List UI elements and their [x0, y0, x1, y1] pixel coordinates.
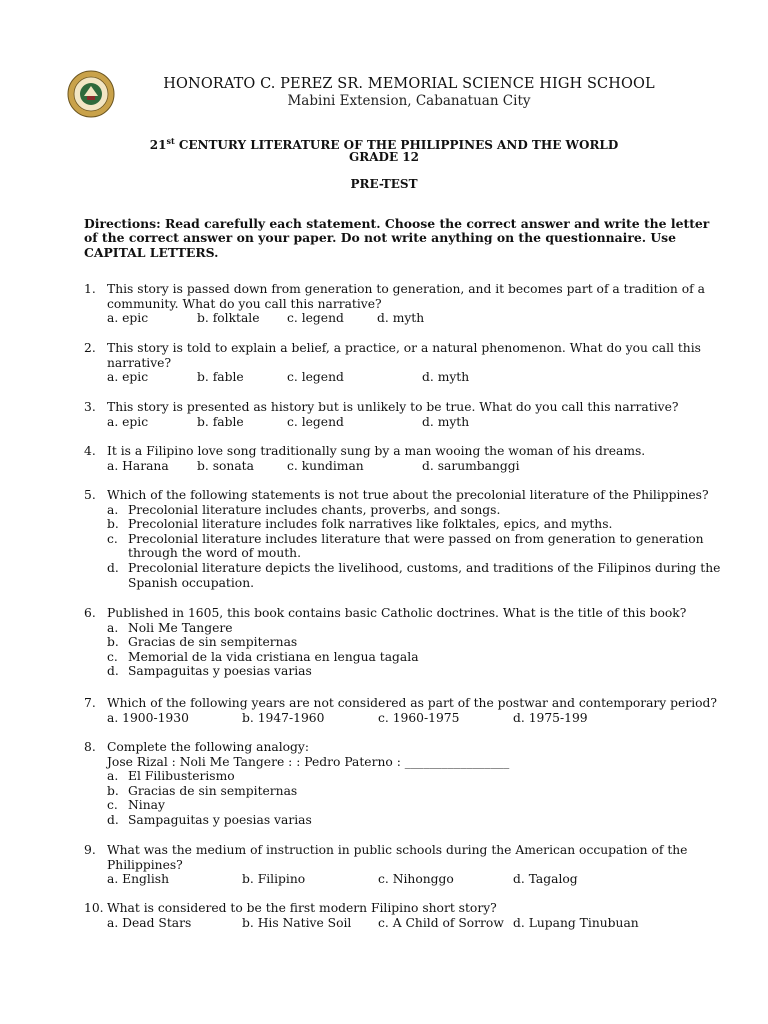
question-text: What was the medium of instruction in public schools during the American occupation of the Philippines? — [107, 843, 688, 872]
text: a. — [107, 502, 119, 517]
question-5 — [84, 488, 724, 590]
option: a. Harana — [107, 458, 169, 473]
text: a. — [107, 769, 119, 784]
option — [107, 635, 724, 650]
question-number: 3. — [84, 400, 96, 414]
option: d. myth — [377, 311, 425, 326]
option: a. epic — [107, 311, 149, 326]
option — [107, 517, 724, 532]
question-text: Published in 1605, this book contains basic Catholic doctrines. What is the title of this book? — [107, 606, 687, 620]
option: c. 1960-1975 — [378, 710, 460, 725]
option — [107, 664, 724, 679]
text: Ninay — [128, 798, 165, 813]
options-row — [107, 370, 724, 385]
option: c. Nihonggo — [378, 872, 454, 887]
option: c. legend — [287, 414, 344, 429]
question-3 — [84, 400, 724, 429]
question-7 — [84, 696, 724, 725]
text: Precolonial literature depicts the livelihood, customs, and traditions of the Filipinos during the Spanish occupation. — [128, 560, 721, 590]
grade-level: GRADE 12 — [349, 150, 419, 164]
text: Noli Me Tangere — [128, 620, 233, 635]
question-text: Complete the following analogy: — [107, 740, 309, 754]
options-row — [107, 916, 724, 931]
options-row — [107, 872, 724, 887]
text: c. — [107, 531, 118, 546]
text: Memorial de la vida cristiana en lengua tagala — [128, 649, 419, 664]
text: d. — [107, 560, 119, 575]
option: d. Lupang Tinubuan — [513, 915, 639, 930]
text: b. — [107, 517, 119, 532]
option: d. myth — [422, 414, 470, 429]
text: Precolonial literature includes literature that were passed on from generation to generation through the word of mouth. — [128, 531, 704, 561]
question-text: Which of the following statements is not true about the precolonial literature of the Philippines? — [107, 488, 709, 502]
question-text: This story is told to explain a belief, a practice, or a natural phenomenon. What do you call this narrative? — [107, 341, 701, 370]
question-number: 5. — [84, 488, 96, 502]
option: a. epic — [107, 414, 149, 429]
text: Sampaguitas y poesias varias — [128, 664, 312, 679]
text: CENTURY LITERATURE OF THE PHILIPPINES AND THE WORLD — [174, 138, 619, 152]
text: a. — [107, 620, 119, 635]
question-number: 6. — [84, 606, 96, 620]
option: c. A Child of Sorrow — [378, 915, 504, 930]
question-text: Which of the following years are not considered as part of the postwar and contemporary period? — [107, 696, 717, 710]
question-number: 1. — [84, 282, 96, 296]
option — [107, 769, 724, 784]
option — [107, 561, 724, 590]
option: b. folktale — [197, 311, 260, 326]
text: b. — [107, 783, 119, 798]
text: b. — [107, 635, 119, 650]
analogy-line: Jose Rizal : Noli Me Tangere : : Pedro Paterno : _________________ — [107, 754, 510, 769]
options-row — [107, 459, 724, 474]
option: b. sonata — [197, 458, 254, 473]
option: a. English — [107, 872, 170, 887]
question-number: 8. — [84, 740, 96, 754]
text: Gracias de sin sempiternas — [128, 635, 298, 650]
option — [107, 784, 724, 799]
option — [107, 621, 724, 636]
question-text: This story is presented as history but is unlikely to be true. What do you call this narrative? — [107, 400, 679, 414]
text: Precolonial literature includes chants, proverbs, and songs. — [128, 502, 501, 517]
option: b. 1947-1960 — [242, 710, 325, 725]
question-9 — [84, 843, 724, 887]
text: c. — [107, 798, 118, 813]
question-number: 7. — [84, 696, 96, 710]
option: c. legend — [287, 370, 344, 385]
option — [107, 503, 724, 518]
option: b. His Native Soil — [242, 915, 352, 930]
options-row — [107, 311, 724, 326]
question-8 — [84, 740, 724, 828]
option — [107, 813, 724, 828]
text: c. — [107, 649, 118, 664]
text: d. — [107, 664, 119, 679]
option: d. sarumbanggi — [422, 458, 520, 473]
test-title: PRE-TEST — [350, 177, 418, 191]
question-6 — [84, 606, 724, 679]
options-row — [107, 711, 724, 726]
option: b. fable — [197, 414, 244, 429]
directions: Directions: Read carefully each statement. Choose the correct answer and write the letter of the correct answer on your paper. Do not write anything on the questionnaire. Use CAPITAL LETTERS. — [84, 216, 710, 260]
option: c. legend — [287, 311, 344, 326]
option — [107, 798, 724, 813]
text: d. — [107, 812, 119, 827]
option: d. myth — [422, 370, 470, 385]
option: c. kundiman — [287, 458, 364, 473]
question-text: What is considered to be the first modern Filipino short story? — [107, 901, 497, 915]
text: st — [166, 136, 175, 146]
text: Sampaguitas y poesias varias — [128, 812, 312, 827]
question-4 — [84, 444, 724, 473]
option — [107, 532, 724, 561]
question-10 — [84, 901, 724, 930]
option: b. Filipino — [242, 872, 306, 887]
option: d. Tagalog — [513, 872, 578, 887]
question-1 — [84, 282, 724, 326]
question-text: It is a Filipino love song traditionally sung by a man wooing the woman of his dreams. — [107, 444, 646, 458]
options-row — [107, 415, 724, 430]
option: a. epic — [107, 370, 149, 385]
school-address: Mabini Extension, Cabanatuan City — [287, 93, 531, 109]
question-number: 10. — [84, 901, 104, 915]
text: Gracias de sin sempiternas — [128, 783, 298, 798]
text: Precolonial literature includes folk narratives like folktales, epics, and myths. — [128, 517, 613, 532]
option: d. 1975-199 — [513, 710, 588, 725]
text: El Filibusterismo — [128, 769, 235, 784]
question-number: 9. — [84, 843, 96, 857]
option: a. 1900-1930 — [107, 710, 189, 725]
text: 21 — [149, 138, 167, 152]
question-number: 2. — [84, 341, 96, 355]
question-2 — [84, 341, 724, 385]
option — [107, 650, 724, 665]
option: b. fable — [197, 370, 244, 385]
question-text: This story is passed down from generation to generation, and it becomes part of a tradition of a community. What do you call this narrative? — [107, 282, 705, 311]
option: a. Dead Stars — [107, 915, 192, 930]
school-name: HONORATO C. PEREZ SR. MEMORIAL SCIENCE HIGH SCHOOL — [163, 76, 655, 92]
question-number: 4. — [84, 444, 96, 458]
